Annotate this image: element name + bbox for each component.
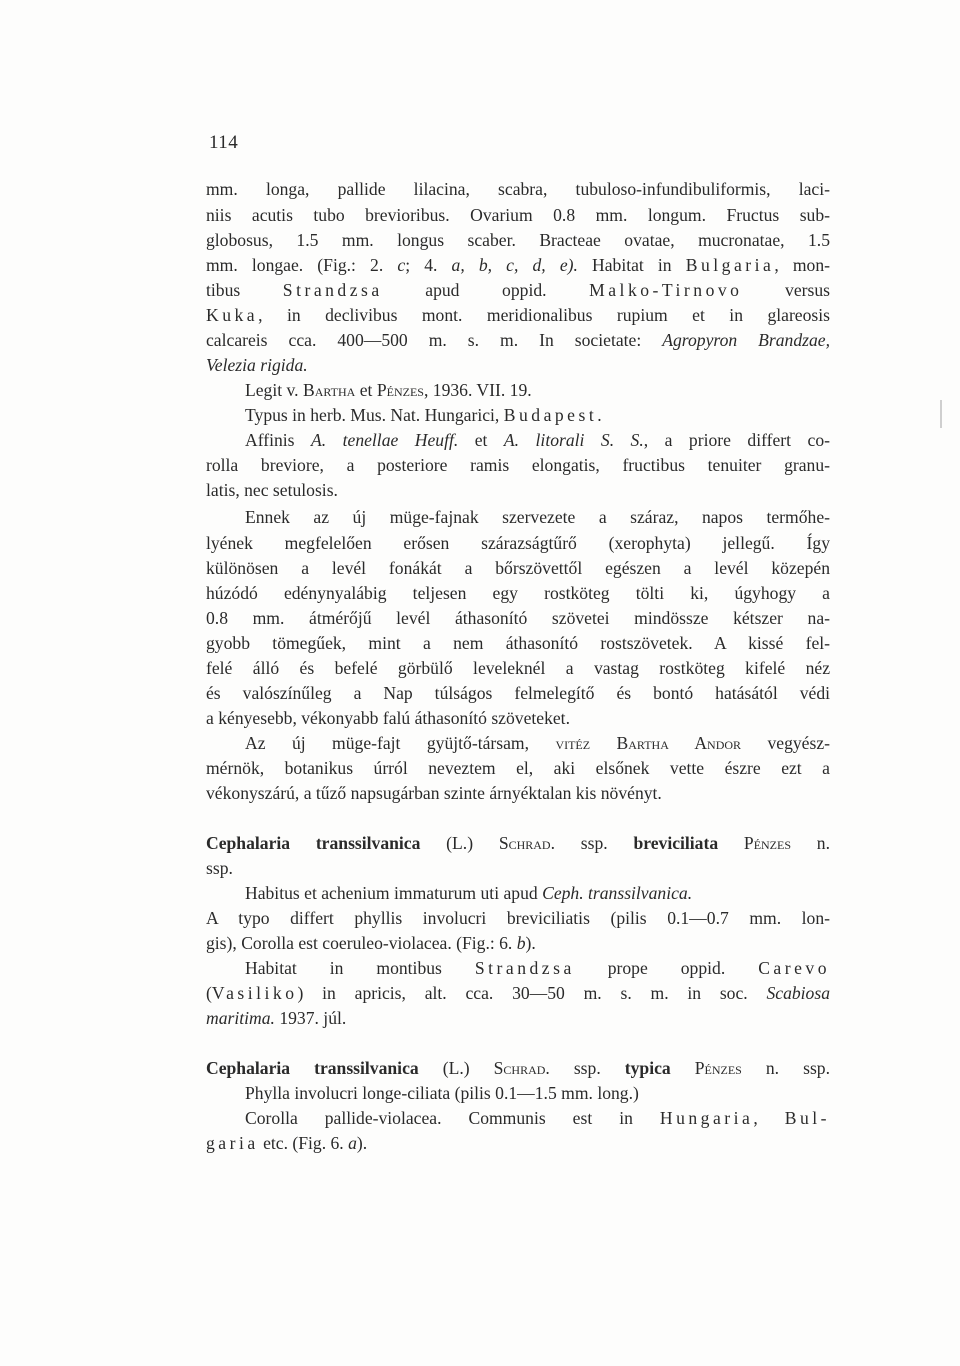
text-span: gis), Corolla est coeruleo-violacea. (Fig.: 6. [206, 933, 517, 953]
text-line: és valószínűleg a Nap túlságos felmelegítő és bontó hatásától védi [206, 683, 830, 703]
text-span: ssp. [555, 833, 634, 853]
species-name: A. tenellae Heuff. [311, 430, 459, 450]
section-heading [206, 831, 830, 855]
text-line [245, 428, 830, 452]
text-span: Habitat in [577, 255, 686, 275]
text-line: A typo differt phyllis involucri breviciliatis (pilis 0.1—0.7 mm. lon- [206, 908, 830, 928]
text-span: apud oppid. [382, 280, 590, 300]
text-line [206, 931, 830, 955]
text-span: c [397, 255, 406, 275]
section-heading [206, 1056, 830, 1080]
text-span: ). [356, 1133, 368, 1153]
text-line [206, 278, 830, 302]
text-span: 1937. júl. [274, 1008, 347, 1028]
place-name: Kuka [206, 305, 259, 325]
text-line: Ennek az új müge-fajnak szervezete a száraz, napos termőhe- [245, 507, 830, 527]
text-span: vegyész- [741, 733, 830, 753]
text-line: lyének megfelelően erősen szárazságtűrő (xerophyta) jellegű. Így [206, 533, 830, 553]
text-line: latis, nec setulosis. [206, 480, 338, 500]
species-name: maritima. [206, 1008, 275, 1028]
text-line [206, 303, 830, 327]
author-name: Pénzes [694, 1058, 742, 1078]
text-line [206, 981, 830, 1005]
text-line: vékonyszárú, a tűző napsugárban szinte árnyéktalan kis növényt. [206, 783, 662, 803]
text-span: Habitus et achenium immaturum uti apud [245, 883, 543, 903]
place-name: Strandzsa [282, 280, 383, 300]
text-span: n. [791, 833, 830, 853]
species-name: Ceph. transsilvanica. [542, 883, 693, 903]
text-line: különösen a levél fonákát a bőrszövettől egészen a levél közepén [206, 558, 830, 578]
text-line [245, 403, 830, 427]
text-span: calcareis cca. 400—500 m. s. m. In societate: [206, 330, 663, 350]
place-name: Strandzsa [474, 958, 575, 978]
taxon-name: Cephalaria transsilvanica [206, 833, 421, 853]
text-line: rolla breviore, a posteriore ramis elongatis, fructibus tenuiter granu- [206, 455, 830, 475]
place-name: Hungaria [659, 1108, 754, 1128]
text-span: (L.) [418, 1058, 494, 1078]
text-line [245, 731, 830, 755]
text-span: versus [742, 280, 830, 300]
text-line: globosus, 1.5 mm. longus scaber. Bracteae ovatae, mucronatae, 1.5 [206, 230, 830, 250]
text-span: n. ssp. [741, 1058, 830, 1078]
text-line: a kényesebb, vékonyabb falú áthasonító szöveteket. [206, 708, 570, 728]
text-span: ) in apricis, alt. cca. 30—50 m. s. m. in soc. [297, 983, 767, 1003]
text-line [245, 881, 830, 905]
text-span: , [753, 1108, 785, 1128]
place-name: Bul- [784, 1108, 831, 1128]
text-span: , in declivibus mont. meridionalibus rupium et in glareosis [258, 305, 830, 325]
text-span: b [516, 933, 526, 953]
author-name: Schrad. [493, 1058, 550, 1078]
text-line [206, 353, 830, 377]
text-span: et [355, 380, 377, 400]
species-name: A. litorali S. S. [503, 430, 644, 450]
taxon-name: typica [624, 1058, 671, 1078]
place-name: Bulgaria [685, 255, 775, 275]
text-span: a [348, 1133, 357, 1153]
taxon-name: breviciliata [633, 833, 719, 853]
author-name: Bartha [302, 380, 356, 400]
text-span [718, 833, 744, 853]
text-span: , a priore differt co- [643, 430, 830, 450]
author-name: Schrad. [498, 833, 556, 853]
place-name: Vasiliko [211, 983, 298, 1003]
species-name: Agropyron Brandzae, [662, 330, 830, 350]
text-line [245, 956, 830, 980]
text-line: húzódó edénynyalábig teljesen egy rostköteg tölti ki, úgyhogy a [206, 583, 830, 603]
text-line: mérnök, botanikus úrról neveztem el, aki elsőnek vette észre ezt a [206, 758, 830, 778]
text-line [245, 378, 830, 402]
text-line: mm. longa, pallide lilacina, scabra, tubuloso-infundibuliformis, laci- [206, 179, 830, 199]
text-span: ; 4. [405, 255, 438, 275]
text-span [671, 1058, 695, 1078]
text-span: (L.) [420, 833, 499, 853]
page-number: 114 [209, 132, 239, 153]
text-line: 0.8 mm. átmérőjű levél áthasonító szövetei mindössze kétszer na- [206, 608, 830, 628]
text-line [206, 328, 830, 352]
taxon-name: Cephalaria transsilvanica [206, 1058, 419, 1078]
scan-margin-mark [940, 400, 942, 428]
text-span: mm. longae. (Fig.: 2. [206, 255, 384, 275]
text-line [245, 1106, 830, 1130]
text-line [206, 1006, 830, 1030]
text-line: Phylla involucri longe-ciliata (pilis 0.1—1.5 mm. long.) [245, 1083, 639, 1103]
place-name: Malko-Tirnovo [589, 280, 743, 300]
text-line: ssp. [206, 858, 233, 878]
text-line [206, 253, 830, 277]
text-line: gyobb tömegűek, mint a nem áthasonító rostszövetek. A kissé fel- [206, 633, 830, 653]
text-span: tibus [206, 280, 283, 300]
text-span: a, b, c, d, e). [451, 255, 578, 275]
text-line: niis acutis tubo brevioribus. Ovarium 0.8 mm. longum. Fructus sub- [206, 205, 830, 225]
text-span: . [597, 405, 602, 425]
text-span: , 1936. VII. 19. [423, 380, 532, 400]
text-span: , mon- [774, 255, 830, 275]
text-line: felé álló és befelé görbülő leveleknél a vastag rostköteg kifelé néz [206, 658, 830, 678]
species-name: Scabiosa [766, 983, 830, 1003]
author-name: Pénzes [743, 833, 792, 853]
text-span: Affinis [245, 430, 311, 450]
text-span: prope oppid. [574, 958, 759, 978]
text-span: Legit v. [245, 380, 303, 400]
text-line [206, 1131, 830, 1155]
text-span: Corolla pallide-violacea. Communis est in [245, 1108, 660, 1128]
text-span: ssp. [549, 1058, 625, 1078]
text-span: Typus in herb. Mus. Nat. Hungarici, [245, 405, 504, 425]
place-name: Budapest [503, 405, 598, 425]
place-name: Carevo [758, 958, 830, 978]
place-name: garia [206, 1133, 259, 1153]
author-name: Pénzes [376, 380, 424, 400]
species-name: Velezia rigida. [206, 355, 308, 375]
author-name: vitéz Bartha Andor [555, 733, 742, 753]
text-span: Habitat in montibus [245, 958, 475, 978]
text-span: ( [206, 983, 212, 1003]
text-span: etc. (Fig. 6. [258, 1133, 349, 1153]
text-span: et [458, 430, 504, 450]
text-span: ). [525, 933, 536, 953]
text-span: Az új müge-fajt gyüjtő-társam, [245, 733, 556, 753]
